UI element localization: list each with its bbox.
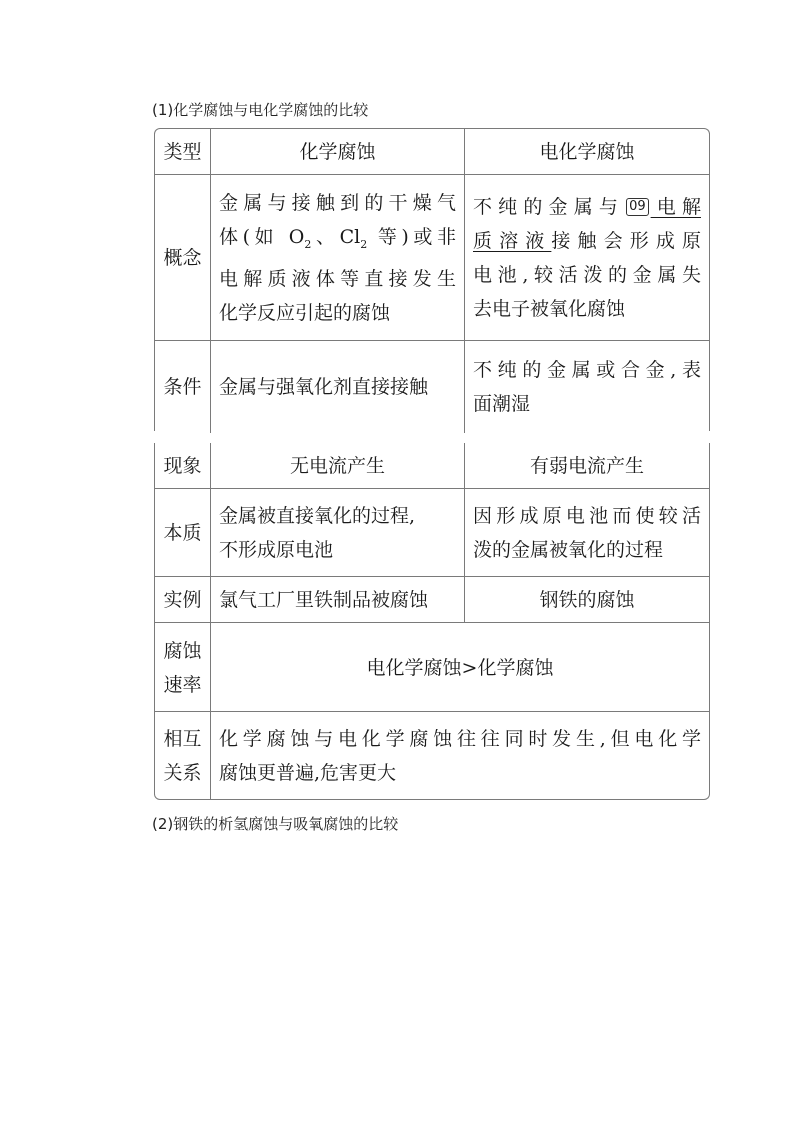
table-header-row: [155, 129, 709, 174]
condition-electrochemical: 不纯的金属或合金,表 面潮湿: [473, 359, 701, 415]
comparison-table-part-2: [154, 443, 710, 800]
rate-label: 腐蚀 速率: [155, 623, 211, 712]
essence-label: 本质: [155, 489, 211, 577]
answer-marker: 09: [626, 198, 649, 216]
table-row-concept: [155, 174, 709, 341]
concept-label: 概念: [155, 175, 211, 341]
section-heading-2: (2)钢铁的析氢腐蚀与吸氧腐蚀的比较: [152, 815, 399, 833]
table-row-essence: [155, 488, 709, 577]
essence-electrochemical: 因形成原电池而使较活 泼的金属被氧化的过程: [473, 505, 701, 561]
comparison-table-part-1: [154, 128, 710, 431]
table-row-rate: [155, 622, 709, 712]
example-chemical: 氯气工厂里铁制品被腐蚀: [211, 577, 465, 623]
concept-chemical: 金属与接触到的干燥气 体(如 $O_2$、$Cl_2$ 等)或非 电解质液体等直接发生 化学反应引起的腐蚀: [211, 175, 465, 341]
example-electrochemical: 钢铁的腐蚀: [539, 589, 635, 611]
relation-label: 相互 关系: [155, 712, 211, 799]
table-row-relation: [155, 711, 709, 799]
condition-label: 条件: [155, 341, 211, 433]
section-heading-1: (1)化学腐蚀与电化学腐蚀的比较: [152, 101, 369, 119]
rate-value: 电化学腐蚀>化学腐蚀: [366, 656, 554, 679]
phenomenon-chemical: 无电流产生: [211, 443, 465, 488]
header-type: 类型: [155, 129, 211, 174]
table-row-condition: [155, 340, 709, 433]
header-electrochemical: 电化学腐蚀: [539, 140, 635, 163]
table-row-example: [155, 576, 709, 623]
concept-electrochemical: 不纯的金属与 09 电解 质溶液接触会形成原 电池,较活泼的金属失 去电子被氧化腐蚀: [473, 196, 701, 320]
essence-chemical: 金属被直接氧化的过程, 不形成原电池: [211, 489, 465, 577]
example-label: 实例: [155, 577, 211, 623]
phenomenon-label: 现象: [155, 443, 211, 488]
header-chemical: 化学腐蚀: [211, 129, 465, 174]
condition-chemical: 金属与强氧化剂直接接触: [211, 341, 465, 433]
phenomenon-electrochemical: 有弱电流产生: [529, 454, 644, 477]
relation-value: 化学腐蚀与电化学腐蚀往往同时发生,但电化学 腐蚀更普遍,危害更大: [219, 727, 701, 784]
table-row-phenomenon: [155, 443, 709, 488]
